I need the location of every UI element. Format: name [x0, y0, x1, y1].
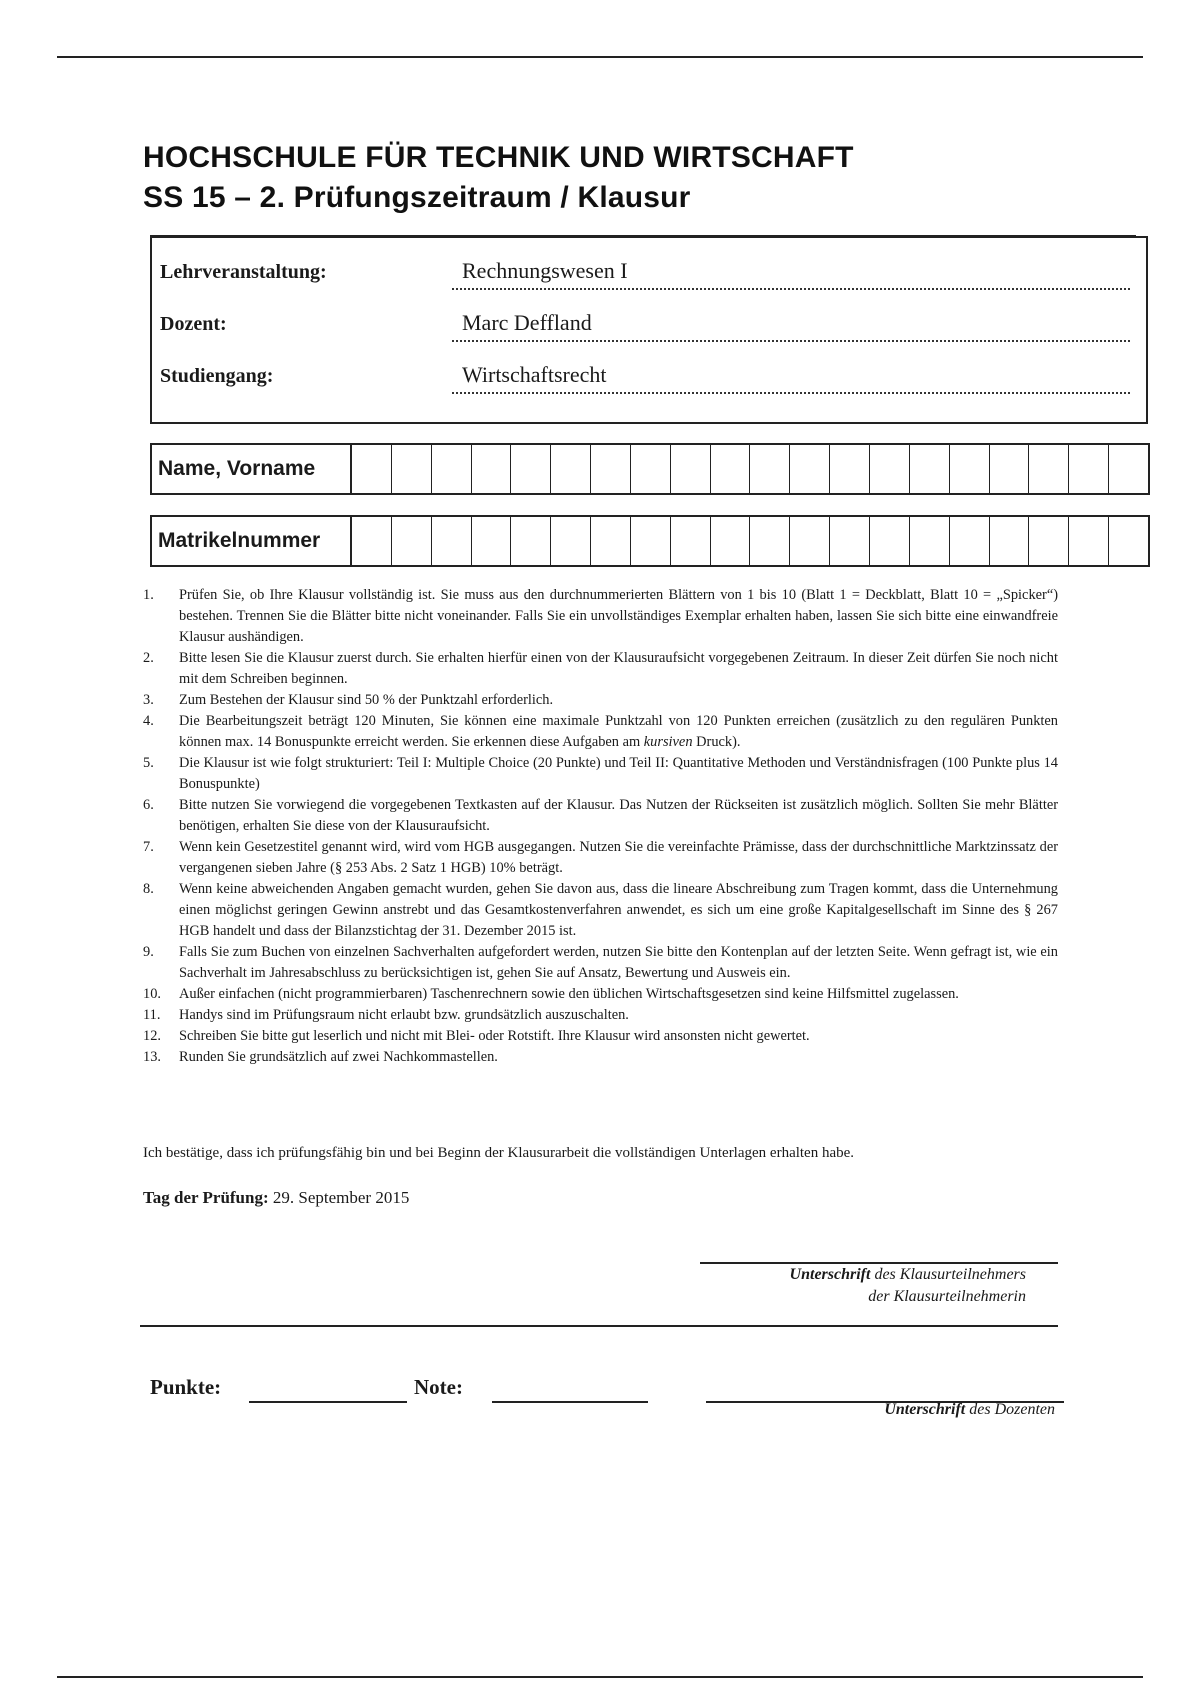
name-cell[interactable]	[511, 445, 551, 493]
matrikel-cell[interactable]	[990, 517, 1030, 565]
matrikel-cell[interactable]	[671, 517, 711, 565]
info-label: Dozent:	[160, 313, 227, 335]
page-top-rule	[57, 56, 1143, 58]
instruction-item	[143, 711, 1058, 753]
matrikel-cell[interactable]	[392, 517, 432, 565]
instruction-number: 6.	[143, 797, 154, 813]
instruction-number: 2.	[143, 650, 154, 666]
matrikel-cell[interactable]	[1109, 517, 1148, 565]
instruction-text: Bitte nutzen Sie vorwiegend die vorgegebenen Textkasten auf der Klausur. Das Nutzen der Rückseiten ist zusätzlich möglich. Sollten Sie mehr Blätter benötigen, erhalten Sie diese von der Klausuraufsicht.	[179, 797, 1058, 834]
instruction-item	[143, 1026, 1058, 1047]
exam-date	[143, 1188, 409, 1208]
matrikel-cell[interactable]	[1029, 517, 1069, 565]
lecturer-signature-caption	[884, 1401, 1055, 1419]
name-cell[interactable]	[1109, 445, 1148, 493]
name-cell[interactable]	[990, 445, 1030, 493]
student-signature-caption	[790, 1264, 1026, 1308]
instruction-number: 10.	[143, 986, 161, 1002]
instruction-number: 4.	[143, 713, 154, 729]
instruction-text: Bitte lesen Sie die Klausur zuerst durch. Sie erhalten hierfür einen von der Klausuraufsicht vorgegebenen Zeitraum. In dieser Zeit dürfen Sie noch nicht mit dem Schreiben beginnen.	[179, 650, 1058, 687]
confirmation-text: Ich bestätige, dass ich prüfungsfähig bin und bei Beginn der Klausurarbeit die vollständigen Unterlagen erhalten habe.	[143, 1145, 855, 1161]
matrikel-cell[interactable]	[511, 517, 551, 565]
instruction-number: 3.	[143, 692, 154, 708]
matrikel-cell[interactable]	[631, 517, 671, 565]
instruction-number: 8.	[143, 881, 154, 897]
info-label: Lehrveranstaltung:	[160, 261, 327, 283]
name-cell[interactable]	[631, 445, 671, 493]
name-cell[interactable]	[790, 445, 830, 493]
instruction-text: Außer einfachen (nicht programmierbaren) Taschenrechnern sowie den üblichen Wirtschaftsgesetzen sind keine Hilfsmittel zugelassen.	[179, 986, 959, 1002]
signature-bold: Unterschrift	[789, 1266, 871, 1283]
grade-label: Note:	[414, 1375, 463, 1399]
matrikel-cell[interactable]	[950, 517, 990, 565]
instruction-text: Druck).	[692, 734, 741, 750]
matrikel-grid	[150, 515, 1150, 567]
name-cell[interactable]	[711, 445, 751, 493]
instruction-item	[143, 795, 1058, 837]
signature-bold: Unterschrift	[884, 1401, 966, 1418]
matrikel-cell[interactable]	[591, 517, 631, 565]
instruction-number: 1.	[143, 587, 154, 603]
name-cell[interactable]	[551, 445, 591, 493]
instruction-item	[143, 690, 1058, 711]
name-cell[interactable]	[950, 445, 990, 493]
name-cell[interactable]	[1029, 445, 1069, 493]
name-cell[interactable]	[392, 445, 432, 493]
name-cell[interactable]	[472, 445, 512, 493]
info-value: Rechnungswesen I	[452, 254, 1130, 290]
instruction-number: 9.	[143, 944, 154, 960]
matrikel-cell[interactable]	[352, 517, 392, 565]
instruction-item	[143, 648, 1058, 690]
signature-rest: des Klausurteilnehmers	[870, 1266, 1026, 1283]
matrikel-cell[interactable]	[870, 517, 910, 565]
signature-line2: der Klausurteilnehmerin	[868, 1288, 1026, 1305]
name-cell[interactable]	[750, 445, 790, 493]
page-title: HOCHSCHULE FÜR TECHNIK UND WIRTSCHAFT	[143, 141, 854, 174]
matrikel-cell[interactable]	[1069, 517, 1109, 565]
matrikel-cell[interactable]	[830, 517, 870, 565]
matrikel-cell[interactable]	[551, 517, 591, 565]
instruction-item	[143, 1005, 1058, 1026]
name-cell[interactable]	[830, 445, 870, 493]
instruction-text: Wenn keine abweichenden Angaben gemacht wurden, gehen Sie davon aus, dass die lineare Abschreibung zum Tragen kommt, dass die Unternehmung einen möglichst geringen Gewinn anstrebt und das Gesamtkostenverfahren anwendet, es sich um eine große Kapitalgesellschaft im Sinne des § 267 HGB handelt und dass der Bilanzstichtag der 31. Dezember 2015 ist.	[179, 881, 1058, 939]
info-row-studiengang	[152, 354, 1146, 394]
info-row-dozent	[152, 302, 1146, 342]
instruction-text-italic: kursiven	[643, 734, 693, 750]
page-subtitle: SS 15 – 2. Prüfungszeitraum / Klausur	[143, 181, 691, 214]
matrikel-cell[interactable]	[790, 517, 830, 565]
matrikel-cell[interactable]	[910, 517, 950, 565]
instruction-text: Schreiben Sie bitte gut leserlich und nicht mit Blei- oder Rotstift. Ihre Klausur wird ansonsten nicht gewertet.	[179, 1028, 810, 1044]
matrikel-cell[interactable]	[711, 517, 751, 565]
instruction-text: Die Bearbeitungszeit beträgt 120 Minuten, Sie können eine maximale Punktzahl von 120 Punkten erreichen (zusätzlich zu den regulären Punkten können max. 14 Bonuspunkte erreicht werden. Sie erkennen diese Aufgaben am	[179, 713, 1058, 750]
instruction-item	[143, 984, 1058, 1005]
grade-field[interactable]	[492, 1401, 648, 1403]
instruction-item	[143, 879, 1058, 942]
instruction-text: Zum Bestehen der Klausur sind 50 % der Punktzahl erforderlich.	[179, 692, 554, 708]
name-cell[interactable]	[870, 445, 910, 493]
course-info-box	[150, 236, 1148, 424]
instruction-item	[143, 753, 1058, 795]
instruction-item	[143, 585, 1058, 648]
instructions-list	[143, 585, 1058, 1068]
name-cell[interactable]	[432, 445, 472, 493]
instruction-number: 7.	[143, 839, 154, 855]
matrikel-cell[interactable]	[472, 517, 512, 565]
instruction-text: Handys sind im Prüfungsraum nicht erlaubt bzw. grundsätzlich auszuschalten.	[179, 1007, 629, 1023]
page-bottom-rule	[57, 1676, 1143, 1678]
name-cell[interactable]	[910, 445, 950, 493]
matrikel-cell[interactable]	[432, 517, 472, 565]
matrikel-label: Matrikelnummer	[152, 517, 352, 565]
exam-date-value: 29. September 2015	[272, 1188, 410, 1207]
info-value: Wirtschaftsrecht	[452, 358, 1130, 394]
instruction-text: Die Klausur ist wie folgt strukturiert: Teil I: Multiple Choice (20 Punkte) und Teil II: Quantitative Methoden und Verständnisfragen (100 Punkte plus 14 Bonuspunkte)	[179, 755, 1058, 792]
signature-rest: des Dozenten	[965, 1401, 1055, 1418]
instruction-number: 13.	[143, 1049, 161, 1065]
instruction-item	[143, 837, 1058, 879]
instruction-text: Wenn kein Gesetzestitel genannt wird, wird vom HGB ausgegangen. Nutzen Sie die vereinfachte Prämisse, dass der durchschnittliche Marktzinssatz der vergangenen sieben Jahre (§ 253 Abs. 2 Satz 1 HGB) 10% beträgt.	[179, 839, 1058, 876]
instruction-item	[143, 942, 1058, 984]
info-row-lehrveranstaltung	[152, 250, 1146, 290]
info-value: Marc Deffland	[452, 306, 1130, 342]
instruction-text: Falls Sie zum Buchen von einzelnen Sachverhalten aufgefordert werden, nutzen Sie bitte den Kontenplan auf der letzten Seite. Wenn gefragt ist, wie ein Sachverhalt im Jahresabschluss zu berücksichtigen ist, gehen Sie auf Ansatz, Bewertung und Ausweis ein.	[179, 944, 1058, 981]
instruction-text: Prüfen Sie, ob Ihre Klausur vollständig ist. Sie muss aus den durchnummerierten Blättern von 1 bis 10 (Blatt 1 = Deckblatt, Blatt 10 = „Spicker“) bestehen. Trennen Sie die Blätter bitte nicht voneinander. Falls Sie ein unvollständiges Exemplar erhalten haben, lassen Sie sich bitte eine einwandfreie Klausur aushändigen.	[179, 587, 1058, 645]
exam-date-label: Tag der Prüfung:	[143, 1188, 269, 1207]
name-cell[interactable]	[671, 445, 711, 493]
info-label: Studiengang:	[160, 365, 274, 387]
instruction-number: 11.	[143, 1007, 161, 1023]
instruction-number: 12.	[143, 1028, 161, 1044]
name-cell[interactable]	[1069, 445, 1109, 493]
instruction-number: 5.	[143, 755, 154, 771]
instruction-item	[143, 1047, 1058, 1068]
points-label: Punkte:	[150, 1375, 222, 1399]
name-label: Name, Vorname	[152, 445, 352, 493]
footer-divider	[140, 1325, 1058, 1327]
name-cell[interactable]	[352, 445, 392, 493]
name-grid	[150, 443, 1150, 495]
points-field[interactable]	[249, 1401, 407, 1403]
instruction-text: Runden Sie grundsätzlich auf zwei Nachkommastellen.	[179, 1049, 498, 1065]
name-cell[interactable]	[591, 445, 631, 493]
matrikel-cell[interactable]	[750, 517, 790, 565]
